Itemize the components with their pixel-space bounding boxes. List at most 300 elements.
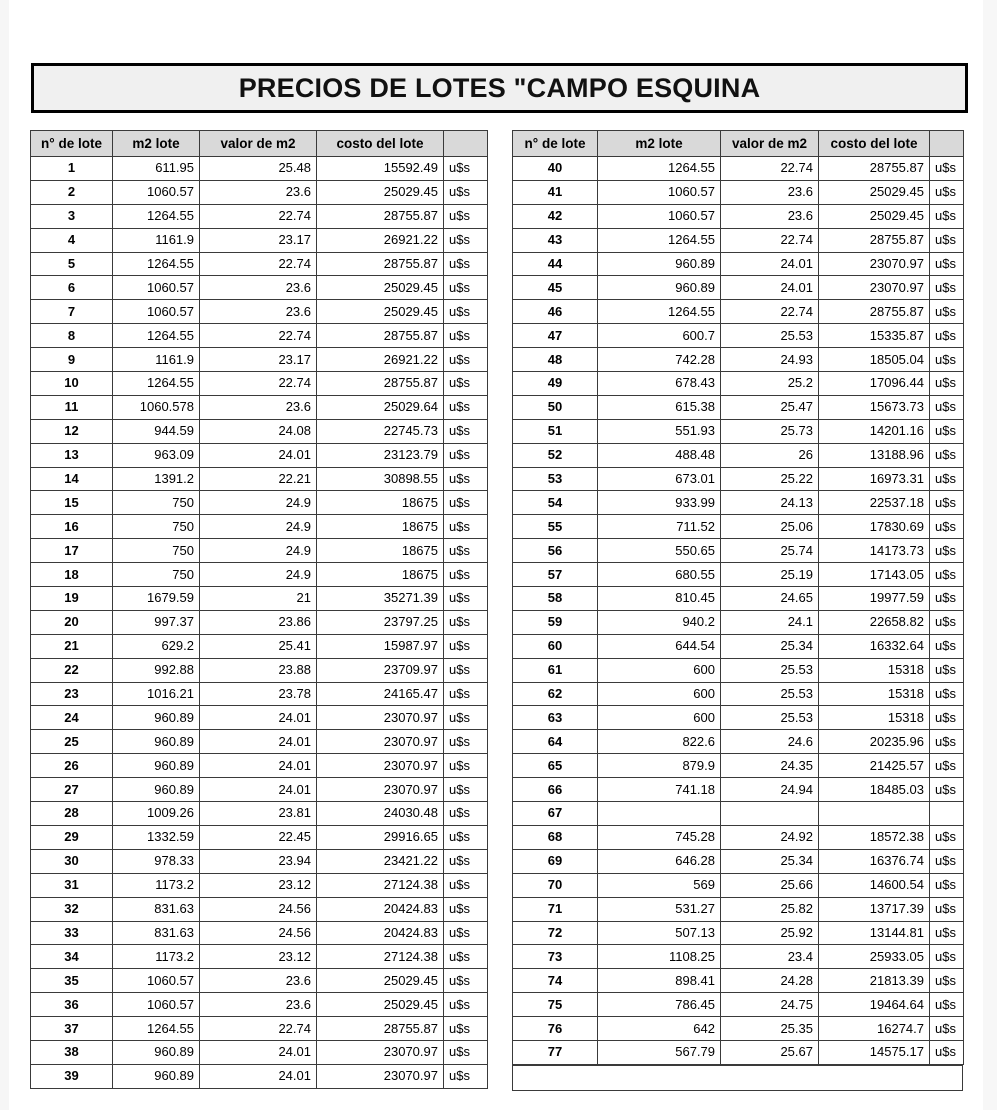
cell-lot-cost <box>819 802 930 826</box>
cell-price-per-m2: 24.01 <box>200 1040 317 1064</box>
cell-lot-number: 1 <box>31 157 113 181</box>
cell-lot-number: 2 <box>31 180 113 204</box>
table-row <box>31 515 488 539</box>
lots-table-right-container <box>512 130 964 1091</box>
cell-lot-number: 15 <box>31 491 113 515</box>
cell-lot-number: 71 <box>513 897 598 921</box>
column-header-lot-number: n° de lote <box>513 131 598 157</box>
table-row <box>31 419 488 443</box>
cell-lot-number: 37 <box>31 1017 113 1041</box>
table-row <box>31 1064 488 1088</box>
cell-area: 600 <box>598 706 721 730</box>
table-row <box>513 1040 964 1064</box>
cell-lot-cost: 20235.96 <box>819 730 930 754</box>
cell-area: 1060.57 <box>113 969 200 993</box>
table-row <box>31 993 488 1017</box>
cell-lot-number: 34 <box>31 945 113 969</box>
cell-price-per-m2: 23.6 <box>721 180 819 204</box>
cell-lot-cost: 19977.59 <box>819 587 930 611</box>
lots-table-left-body <box>31 157 488 1089</box>
cell-currency: u$s <box>444 324 488 348</box>
table-row <box>513 324 964 348</box>
cell-currency: u$s <box>930 921 964 945</box>
cell-lot-cost: 16376.74 <box>819 849 930 873</box>
cell-price-per-m2: 22.45 <box>200 825 317 849</box>
cell-price-per-m2: 25.19 <box>721 563 819 587</box>
cell-currency: u$s <box>444 945 488 969</box>
cell-lot-cost: 23421.22 <box>317 849 444 873</box>
table-row <box>513 587 964 611</box>
cell-area: 1173.2 <box>113 945 200 969</box>
cell-area: 960.89 <box>113 778 200 802</box>
page-left-margin <box>0 0 9 1110</box>
cell-lot-cost: 18675 <box>317 491 444 515</box>
cell-lot-number: 4 <box>31 228 113 252</box>
cell-currency: u$s <box>930 993 964 1017</box>
cell-lot-cost: 25029.45 <box>317 300 444 324</box>
cell-price-per-m2: 24.9 <box>200 491 317 515</box>
cell-lot-number: 63 <box>513 706 598 730</box>
table-row <box>31 825 488 849</box>
cell-lot-number: 69 <box>513 849 598 873</box>
cell-area: 1264.55 <box>598 300 721 324</box>
cell-lot-number: 72 <box>513 921 598 945</box>
cell-lot-number: 67 <box>513 802 598 826</box>
cell-currency: u$s <box>444 610 488 634</box>
table-row <box>31 945 488 969</box>
cell-price-per-m2: 23.86 <box>200 610 317 634</box>
cell-price-per-m2: 22.74 <box>200 372 317 396</box>
cell-area: 741.18 <box>598 778 721 802</box>
table-row <box>31 658 488 682</box>
cell-currency: u$s <box>444 180 488 204</box>
cell-lot-number: 9 <box>31 348 113 372</box>
cell-price-per-m2: 22.74 <box>200 1017 317 1041</box>
table-row <box>31 969 488 993</box>
cell-price-per-m2: 23.88 <box>200 658 317 682</box>
table-row <box>31 706 488 730</box>
cell-currency: u$s <box>444 348 488 372</box>
cell-area: 678.43 <box>598 372 721 396</box>
cell-currency: u$s <box>930 515 964 539</box>
cell-lot-number: 38 <box>31 1040 113 1064</box>
cell-currency: u$s <box>444 1017 488 1041</box>
cell-lot-cost: 29916.65 <box>317 825 444 849</box>
cell-area: 629.2 <box>113 634 200 658</box>
cell-lot-cost: 28755.87 <box>317 1017 444 1041</box>
cell-currency: u$s <box>444 539 488 563</box>
table-row <box>31 610 488 634</box>
cell-price-per-m2: 25.34 <box>721 634 819 658</box>
table-row <box>31 348 488 372</box>
cell-currency: u$s <box>930 825 964 849</box>
cell-currency: u$s <box>930 539 964 563</box>
cell-lot-number: 42 <box>513 204 598 228</box>
cell-price-per-m2: 25.22 <box>721 467 819 491</box>
cell-price-per-m2: 24.35 <box>721 754 819 778</box>
table-row <box>513 921 964 945</box>
table-row <box>513 849 964 873</box>
cell-lot-number: 56 <box>513 539 598 563</box>
cell-lot-number: 77 <box>513 1040 598 1064</box>
cell-lot-number: 41 <box>513 180 598 204</box>
cell-lot-cost: 35271.39 <box>317 587 444 611</box>
cell-currency: u$s <box>444 228 488 252</box>
cell-area: 960.89 <box>113 754 200 778</box>
lots-table-left <box>30 130 488 1089</box>
cell-lot-number: 26 <box>31 754 113 778</box>
cell-area: 750 <box>113 491 200 515</box>
cell-price-per-m2: 25.74 <box>721 539 819 563</box>
cell-lot-number: 48 <box>513 348 598 372</box>
cell-currency: u$s <box>444 252 488 276</box>
cell-lot-number: 31 <box>31 873 113 897</box>
cell-area: 963.09 <box>113 443 200 467</box>
column-header-currency <box>444 131 488 157</box>
table-row <box>513 419 964 443</box>
cell-area <box>598 802 721 826</box>
cell-lot-number: 28 <box>31 802 113 826</box>
table-row <box>31 778 488 802</box>
cell-price-per-m2: 24.65 <box>721 587 819 611</box>
cell-lot-cost: 25029.45 <box>317 180 444 204</box>
cell-lot-number: 35 <box>31 969 113 993</box>
cell-price-per-m2: 23.12 <box>200 873 317 897</box>
cell-price-per-m2: 23.17 <box>200 228 317 252</box>
cell-lot-cost: 23797.25 <box>317 610 444 634</box>
cell-price-per-m2: 24.01 <box>721 276 819 300</box>
cell-currency: u$s <box>444 372 488 396</box>
cell-price-per-m2: 25.47 <box>721 395 819 419</box>
cell-area: 1060.57 <box>598 204 721 228</box>
table-row <box>31 897 488 921</box>
cell-price-per-m2: 22.74 <box>200 204 317 228</box>
cell-price-per-m2: 25.53 <box>721 324 819 348</box>
cell-price-per-m2: 23.6 <box>200 276 317 300</box>
column-header-lot-cost: costo del lote <box>819 131 930 157</box>
cell-lot-number: 21 <box>31 634 113 658</box>
cell-lot-number: 14 <box>31 467 113 491</box>
table-row <box>31 1040 488 1064</box>
cell-currency: u$s <box>930 682 964 706</box>
table-row <box>31 682 488 706</box>
cell-lot-number: 30 <box>31 849 113 873</box>
cell-area: 567.79 <box>598 1040 721 1064</box>
cell-lot-cost: 25029.45 <box>819 204 930 228</box>
cell-area: 978.33 <box>113 849 200 873</box>
cell-lot-cost: 20424.83 <box>317 897 444 921</box>
table-row <box>513 372 964 396</box>
cell-lot-number: 10 <box>31 372 113 396</box>
cell-area: 750 <box>113 539 200 563</box>
cell-lot-number: 36 <box>31 993 113 1017</box>
cell-area: 960.89 <box>113 730 200 754</box>
cell-lot-number: 33 <box>31 921 113 945</box>
table-row <box>31 157 488 181</box>
cell-lot-number: 29 <box>31 825 113 849</box>
cell-lot-number: 74 <box>513 969 598 993</box>
cell-price-per-m2: 24.1 <box>721 610 819 634</box>
cell-area: 750 <box>113 563 200 587</box>
cell-area: 1391.2 <box>113 467 200 491</box>
cell-lot-cost: 18485.03 <box>819 778 930 802</box>
table-row <box>31 849 488 873</box>
cell-area: 1679.59 <box>113 587 200 611</box>
cell-lot-cost: 15318 <box>819 682 930 706</box>
cell-lot-cost: 23070.97 <box>317 706 444 730</box>
cell-lot-number: 11 <box>31 395 113 419</box>
cell-lot-cost: 18675 <box>317 539 444 563</box>
cell-area: 711.52 <box>598 515 721 539</box>
cell-price-per-m2: 23.6 <box>200 180 317 204</box>
cell-price-per-m2: 23.6 <box>200 993 317 1017</box>
cell-lot-cost: 28755.87 <box>317 372 444 396</box>
page-title: PRECIOS DE LOTES "CAMPO ESQUINA <box>238 72 761 103</box>
cell-price-per-m2: 25.41 <box>200 634 317 658</box>
table-row <box>31 180 488 204</box>
table-row <box>31 539 488 563</box>
cell-lot-number: 24 <box>31 706 113 730</box>
cell-currency: u$s <box>930 1040 964 1064</box>
cell-area: 992.88 <box>113 658 200 682</box>
table-row <box>513 539 964 563</box>
table-row <box>31 634 488 658</box>
table-row <box>513 515 964 539</box>
table-row <box>31 873 488 897</box>
table-row <box>513 730 964 754</box>
cell-price-per-m2: 25.66 <box>721 873 819 897</box>
cell-currency: u$s <box>930 945 964 969</box>
column-header-lot-number: n° de lote <box>31 131 113 157</box>
cell-lot-number: 64 <box>513 730 598 754</box>
cell-area: 810.45 <box>598 587 721 611</box>
table-row <box>31 730 488 754</box>
table-row <box>513 563 964 587</box>
column-header-currency <box>930 131 964 157</box>
cell-lot-number: 57 <box>513 563 598 587</box>
cell-area: 569 <box>598 873 721 897</box>
cell-currency: u$s <box>444 276 488 300</box>
cell-currency: u$s <box>930 276 964 300</box>
cell-currency: u$s <box>930 587 964 611</box>
cell-lot-cost: 19464.64 <box>819 993 930 1017</box>
cell-lot-cost: 21425.57 <box>819 754 930 778</box>
cell-currency: u$s <box>930 754 964 778</box>
cell-currency: u$s <box>930 300 964 324</box>
cell-lot-number: 55 <box>513 515 598 539</box>
cell-lot-cost: 18505.04 <box>819 348 930 372</box>
table-row <box>513 276 964 300</box>
cell-lot-cost: 25029.45 <box>317 276 444 300</box>
table-row <box>513 491 964 515</box>
lots-table-left-container <box>30 130 488 1089</box>
cell-lot-cost: 28755.87 <box>819 157 930 181</box>
table-row <box>513 993 964 1017</box>
cell-lot-cost: 28755.87 <box>819 300 930 324</box>
cell-area: 600.7 <box>598 324 721 348</box>
cell-lot-number: 18 <box>31 563 113 587</box>
cell-lot-number: 61 <box>513 658 598 682</box>
cell-area: 1264.55 <box>598 228 721 252</box>
cell-lot-cost: 16973.31 <box>819 467 930 491</box>
cell-area: 642 <box>598 1017 721 1041</box>
cell-lot-cost: 25029.45 <box>819 180 930 204</box>
cell-area: 600 <box>598 682 721 706</box>
table-row <box>31 1017 488 1041</box>
cell-price-per-m2: 25.48 <box>200 157 317 181</box>
table-row <box>513 467 964 491</box>
cell-lot-number: 6 <box>31 276 113 300</box>
cell-lot-cost: 28755.87 <box>317 324 444 348</box>
cell-lot-number: 58 <box>513 587 598 611</box>
cell-currency: u$s <box>930 1017 964 1041</box>
cell-lot-cost: 16332.64 <box>819 634 930 658</box>
table-row <box>513 754 964 778</box>
cell-currency: u$s <box>930 443 964 467</box>
table-row <box>513 658 964 682</box>
cell-lot-cost: 23070.97 <box>819 252 930 276</box>
cell-lot-number: 22 <box>31 658 113 682</box>
cell-lot-number: 59 <box>513 610 598 634</box>
cell-currency: u$s <box>444 849 488 873</box>
cell-currency: u$s <box>930 563 964 587</box>
cell-lot-cost: 21813.39 <box>819 969 930 993</box>
cell-lot-cost: 15318 <box>819 658 930 682</box>
cell-lot-number: 62 <box>513 682 598 706</box>
cell-currency: u$s <box>444 419 488 443</box>
cell-currency: u$s <box>930 372 964 396</box>
cell-currency: u$s <box>930 204 964 228</box>
table-row <box>513 228 964 252</box>
table-row <box>31 443 488 467</box>
cell-lot-cost: 23070.97 <box>317 754 444 778</box>
cell-price-per-m2: 23.12 <box>200 945 317 969</box>
cell-lot-cost: 23709.97 <box>317 658 444 682</box>
cell-lot-number: 76 <box>513 1017 598 1041</box>
cell-lot-cost: 15318 <box>819 706 930 730</box>
table-row <box>31 204 488 228</box>
cell-lot-cost: 22745.73 <box>317 419 444 443</box>
cell-lot-number: 40 <box>513 157 598 181</box>
cell-price-per-m2: 23.6 <box>200 300 317 324</box>
cell-lot-number: 39 <box>31 1064 113 1088</box>
cell-lot-number: 25 <box>31 730 113 754</box>
cell-area: 960.89 <box>598 276 721 300</box>
cell-currency: u$s <box>930 157 964 181</box>
cell-lot-cost: 15987.97 <box>317 634 444 658</box>
cell-currency: u$s <box>444 682 488 706</box>
cell-currency: u$s <box>444 658 488 682</box>
cell-lot-cost: 13717.39 <box>819 897 930 921</box>
cell-lot-cost: 18675 <box>317 515 444 539</box>
cell-area: 1108.25 <box>598 945 721 969</box>
cell-currency: u$s <box>444 873 488 897</box>
cell-lot-cost: 14600.54 <box>819 873 930 897</box>
cell-price-per-m2: 24.9 <box>200 539 317 563</box>
cell-price-per-m2: 24.01 <box>200 778 317 802</box>
cell-currency: u$s <box>930 969 964 993</box>
table-row <box>513 1017 964 1041</box>
cell-currency: u$s <box>930 658 964 682</box>
cell-price-per-m2: 24.01 <box>200 706 317 730</box>
cell-lot-cost: 23070.97 <box>317 730 444 754</box>
table-row <box>513 443 964 467</box>
cell-area: 507.13 <box>598 921 721 945</box>
cell-area: 960.89 <box>113 1064 200 1088</box>
cell-price-per-m2: 24.9 <box>200 563 317 587</box>
cell-area: 940.2 <box>598 610 721 634</box>
cell-lot-cost: 18675 <box>317 563 444 587</box>
cell-lot-cost: 23070.97 <box>819 276 930 300</box>
cell-price-per-m2: 21 <box>200 587 317 611</box>
cell-price-per-m2 <box>721 802 819 826</box>
cell-area: 680.55 <box>598 563 721 587</box>
table-row <box>31 228 488 252</box>
table-row <box>31 921 488 945</box>
cell-price-per-m2: 24.6 <box>721 730 819 754</box>
cell-lot-cost: 13144.81 <box>819 921 930 945</box>
cell-area: 531.27 <box>598 897 721 921</box>
cell-area: 1060.578 <box>113 395 200 419</box>
cell-lot-cost: 15592.49 <box>317 157 444 181</box>
cell-price-per-m2: 25.53 <box>721 682 819 706</box>
cell-price-per-m2: 24.75 <box>721 993 819 1017</box>
table-row <box>513 610 964 634</box>
cell-lot-number: 65 <box>513 754 598 778</box>
cell-lot-cost: 26921.22 <box>317 228 444 252</box>
cell-area: 1332.59 <box>113 825 200 849</box>
cell-currency: u$s <box>444 157 488 181</box>
cell-price-per-m2: 25.67 <box>721 1040 819 1064</box>
cell-price-per-m2: 24.01 <box>721 252 819 276</box>
cell-lot-cost: 23123.79 <box>317 443 444 467</box>
cell-area: 1060.57 <box>598 180 721 204</box>
cell-price-per-m2: 25.06 <box>721 515 819 539</box>
cell-lot-cost: 22658.82 <box>819 610 930 634</box>
cell-currency: u$s <box>444 563 488 587</box>
cell-lot-number: 70 <box>513 873 598 897</box>
column-header-area: m2 lote <box>113 131 200 157</box>
cell-currency: u$s <box>444 802 488 826</box>
cell-price-per-m2: 22.74 <box>200 252 317 276</box>
cell-area: 1009.26 <box>113 802 200 826</box>
cell-currency: u$s <box>930 730 964 754</box>
table-row <box>513 634 964 658</box>
cell-currency: u$s <box>930 419 964 443</box>
cell-area: 822.6 <box>598 730 721 754</box>
cell-lot-cost: 25029.64 <box>317 395 444 419</box>
cell-area: 997.37 <box>113 610 200 634</box>
cell-area: 898.41 <box>598 969 721 993</box>
cell-area: 831.63 <box>113 897 200 921</box>
table-row <box>31 754 488 778</box>
cell-lot-cost: 30898.55 <box>317 467 444 491</box>
table-row <box>31 587 488 611</box>
cell-currency: u$s <box>930 706 964 730</box>
cell-area: 1016.21 <box>113 682 200 706</box>
cell-price-per-m2: 25.53 <box>721 658 819 682</box>
table-row <box>31 395 488 419</box>
cell-area: 745.28 <box>598 825 721 849</box>
cell-currency: u$s <box>930 873 964 897</box>
document-title-banner <box>31 63 968 113</box>
cell-currency: u$s <box>444 754 488 778</box>
cell-lot-number: 3 <box>31 204 113 228</box>
cell-area: 1060.57 <box>113 180 200 204</box>
cell-area: 1060.57 <box>113 276 200 300</box>
cell-price-per-m2: 23.6 <box>721 204 819 228</box>
cell-area: 1161.9 <box>113 348 200 372</box>
